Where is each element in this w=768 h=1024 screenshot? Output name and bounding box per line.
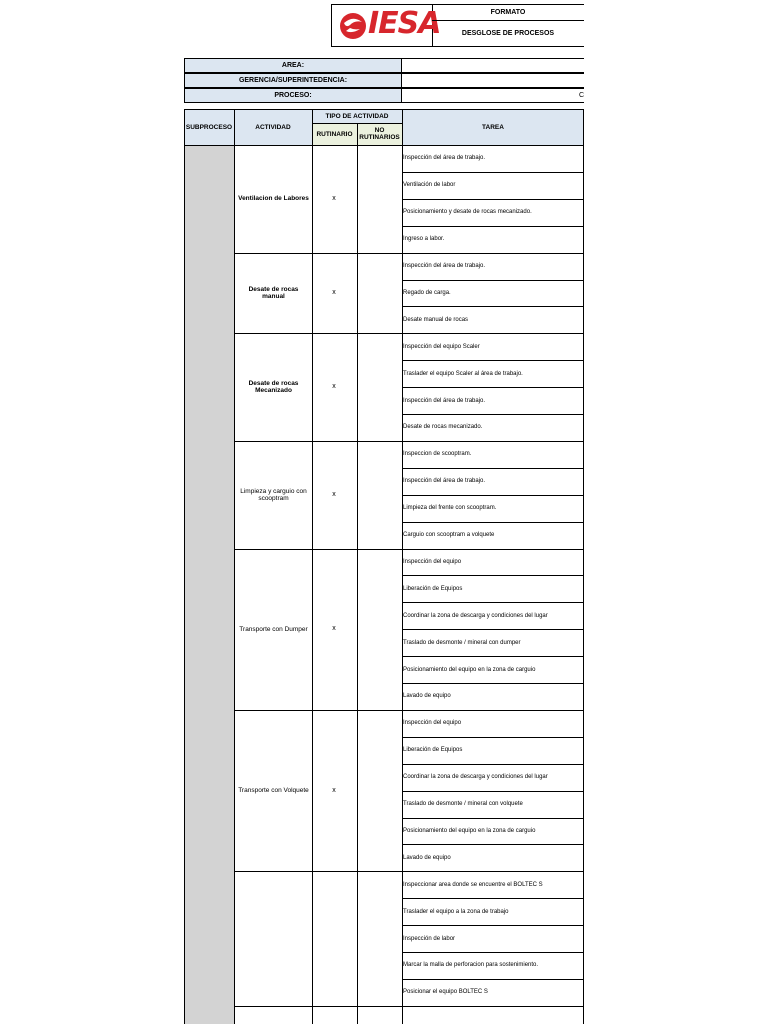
col-no-rutinarios: NO RUTINARIOS	[357, 123, 402, 145]
proceso-label: PROCESO:	[184, 88, 402, 103]
task-cell: Posicionamiento del equipo en la zona de carguio	[403, 827, 536, 834]
subproceso-cell	[184, 145, 234, 1024]
rutinario-mark: x	[332, 490, 336, 498]
table-border-left	[184, 109, 185, 1024]
col-actividad: ACTIVIDAD	[234, 109, 312, 145]
activity-name: Transporte con Dumper	[239, 625, 308, 633]
task-divider-line	[402, 575, 584, 576]
task-divider-line	[402, 360, 584, 361]
column-line	[357, 123, 358, 1024]
area-row	[184, 58, 584, 73]
gerencia-label: GERENCIA/SUPERINTEDENCIA:	[184, 73, 402, 88]
task-cell: Posicionar el equipo BOLTEC S	[403, 989, 488, 996]
activity-name: Desate de rocas Mecanizado	[248, 380, 299, 395]
activity-name: Transporte con Volquete	[238, 787, 309, 795]
column-line	[312, 109, 313, 1024]
logo-text: IESA	[368, 6, 441, 41]
task-divider-line	[402, 818, 584, 819]
task-divider-line	[402, 280, 584, 281]
rutinario-mark: x	[332, 786, 336, 794]
activity-name	[235, 871, 312, 1006]
task-divider-line	[402, 495, 584, 496]
task-cell: Traslader el equipo a la zona de trabajo	[403, 908, 509, 915]
task-cell: Inspección del área de trabajo.	[403, 263, 486, 270]
task-cell: Inspección del área de trabajo.	[403, 397, 486, 404]
task-cell: Limpieza del frente con scooptram.	[403, 505, 497, 512]
task-cell: Ventilación de labor	[403, 182, 456, 189]
area-value	[402, 58, 584, 73]
activity-name: Desate de rocas manual	[248, 285, 299, 300]
activity-name: Ventilacion de Labores	[238, 195, 309, 203]
table-border-top	[184, 109, 584, 110]
task-divider-line	[402, 764, 584, 765]
task-cell: Inspección del área de trabajo.	[403, 155, 486, 162]
task-cell: Carguio con scooptram a volquete	[403, 532, 495, 539]
rutinario-mark: x	[332, 194, 336, 202]
col-tipo-actividad: TIPO DE ACTIVIDAD	[312, 109, 402, 123]
task-cell: Coordinar la zona de descarga y condiciones del lugar	[403, 774, 548, 781]
task-cell: Inspeccionar area donde se encuentre el BOLTEC S	[403, 881, 543, 888]
task-cell: Inspección del área de trabajo.	[403, 478, 486, 485]
rutinario-mark: x	[332, 288, 336, 296]
task-cell: Desate de rocas mecanizado.	[403, 424, 483, 431]
task-divider-line	[402, 683, 584, 684]
proceso-row	[184, 88, 584, 103]
task-divider-line	[402, 522, 584, 523]
gerencia-row	[184, 73, 584, 88]
task-cell: Inspeccion de scooptram.	[403, 451, 472, 458]
task-cell: Posicionamiento y desate de rocas mecanizado.	[403, 209, 532, 216]
process-table	[184, 109, 584, 1024]
task-divider-line	[402, 925, 584, 926]
task-divider-line	[402, 414, 584, 415]
task-cell: Ingreso a labor.	[403, 236, 445, 243]
gerencia-value	[402, 73, 584, 88]
task-cell: Lavado de equipo	[403, 693, 451, 700]
task-cell: Liberación de Equipos	[403, 585, 463, 592]
task-divider-line	[402, 737, 584, 738]
task-cell: Inspección del equipo Scaler	[403, 343, 480, 350]
globe-icon	[338, 11, 368, 46]
rutinario-mark: x	[332, 625, 336, 633]
task-cell: Lavado de equipo	[403, 854, 451, 861]
activity-name: Limpieza y carguio con scooptram	[240, 487, 307, 502]
task-divider-line	[402, 952, 584, 953]
task-cell: Traslado de desmonte / mineral con dumper	[403, 639, 521, 646]
rutinario-mark: x	[332, 383, 336, 391]
task-divider-line	[402, 602, 584, 603]
task-cell: Desate manual de rocas	[403, 316, 469, 323]
document-title: DESGLOSE DE PROCESOS	[432, 20, 584, 47]
activity-divider-line	[234, 1006, 584, 1007]
format-label: FORMATO	[432, 4, 584, 21]
task-divider-line	[402, 979, 584, 980]
task-cell: Traslado de desmonte / mineral con volquete	[403, 801, 523, 808]
task-cell: Posicionamiento del equipo en la zona de carguio	[403, 666, 536, 673]
area-label: AREA:	[184, 58, 402, 73]
proceso-value: C	[402, 88, 584, 103]
col-rutinario: RUTINARIO	[312, 123, 357, 145]
task-divider-line	[402, 199, 584, 200]
task-divider-line	[402, 468, 584, 469]
task-divider-line	[402, 791, 584, 792]
task-divider-line	[402, 226, 584, 227]
task-cell: Marcar la malla de perforacion para sostenimiento.	[403, 962, 539, 969]
col-subproceso: SUBPROCESO	[184, 109, 234, 145]
task-cell: Liberación de Equipos	[403, 747, 463, 754]
task-cell: Regado de carga.	[403, 289, 451, 296]
task-divider-line	[402, 306, 584, 307]
task-cell: Coordinar la zona de descarga y condiciones del lugar	[403, 612, 548, 619]
task-divider-line	[402, 898, 584, 899]
task-cell: Traslader el equipo Scaler al área de trabajo.	[403, 370, 523, 377]
task-divider-line	[402, 172, 584, 173]
task-divider-line	[402, 656, 584, 657]
task-divider-line	[402, 844, 584, 845]
company-logo	[331, 4, 441, 47]
task-cell: Inspección del equipo	[403, 558, 462, 565]
document-header	[331, 4, 584, 47]
task-cell: Inspección del equipo	[403, 720, 462, 727]
col-tarea: TAREA	[402, 109, 584, 145]
task-cell: Inspección de labor	[403, 935, 456, 942]
task-divider-line	[402, 629, 584, 630]
task-divider-line	[402, 387, 584, 388]
